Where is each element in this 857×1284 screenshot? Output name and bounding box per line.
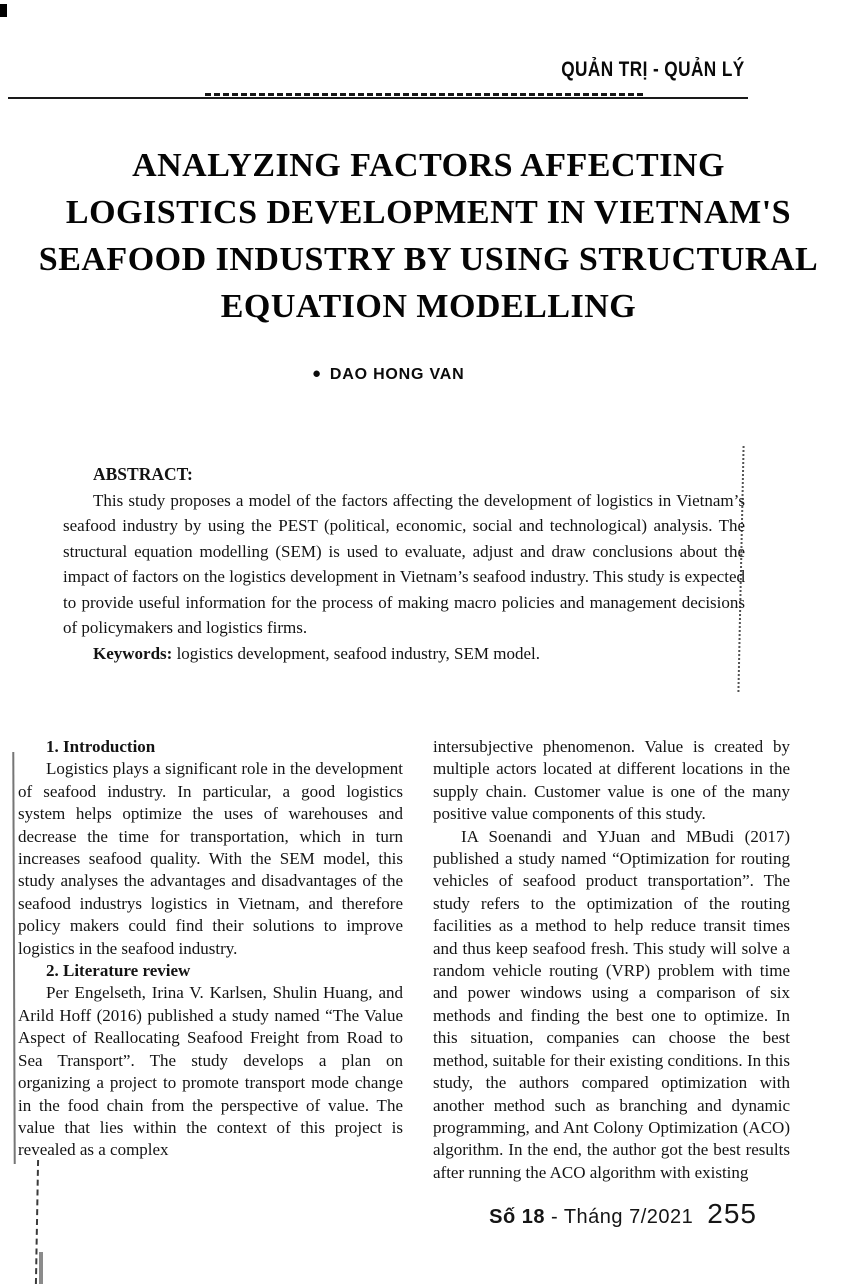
footer-issue-label: Số 18 [489,1206,545,1228]
title-line-1: ANALYZING FACTORS AFFECTING [132,147,725,184]
introduction-paragraph: Logistics plays a significant role in the development of seafood industry. In particular, a good logistics system helps optimize the uses of warehouses and decrease the time for transportation, which in turn increases seafood quality. With the SEM model, this study analyses the advantages and disadvantages of the seafood industrys logistics in Vietnam, and therefore policy makers could find their solutions to improve logistics in the seafood industry. [18,759,403,958]
author-name: DAO HONG VAN [329,366,465,383]
footer-date-label: - Tháng 7/2021 [550,1206,694,1228]
title-line-2: LOGISTICS DEVELOPMENT IN VIETNAM'S [65,194,792,231]
section-heading-literature-review: 2. Literature review [46,961,191,981]
scan-artifact-left-margin-line [12,752,15,1164]
body-columns [18,736,790,1184]
keywords-label: Keywords: [93,643,173,663]
header-rule [8,97,748,99]
page-footer [489,1198,757,1230]
abstract-section [63,462,745,666]
scan-artifact-gray-tick [39,1252,43,1284]
keywords-line [63,641,745,667]
author-line [312,366,465,384]
paper-title [30,142,827,330]
soenandi-study-paragraph: IA Soenandi and YJuan and MBudi (2017) published a study named “Optimization for routing vehicles of seafood product transportation”. The study refers to the optimization of the routing facilities as a method to help reduce transit times and thus keep seafood fresh. This study will solve a random vehicle routing (VRP) problem with time and power windows using a comparison of six methods and finding the best one to optimize. In this situation, companies can choose the best method, suitable for their existing conditions. In this study, the authors compared optimization with another method such as branching and dynamic programming, and Ant Colony Optimization (ACO) algorithm. In the end, the author got the best results after running the ACO algorithm with existing [433,826,790,1182]
right-column [433,736,790,1184]
literature-review-paragraph: Per Engelseth, Irina V. Karlsen, Shulin Huang, and Arild Hoff (2016) published a study named “The Value Aspect of Reallocating Seafood Freight from Road to Sea Transport”. The study develops a plan on organizing a project to promote transport mode change in the food chain from the perspective of value. The value that lies within the context of this project is revealed as a complex [18,983,403,1160]
continuation-paragraph: intersubjective phenomenon. Value is created by multiple actors located at different locations in the supply chain. Customer value is one of the many positive value components of this study. [433,737,790,824]
header-rule-dashed [205,93,643,96]
abstract-body: This study proposes a model of the factors affecting the development of logistics in Vietnam’s seafood industry by using the PEST (political, economic, social and technological) analysis. The structural equation modelling (SEM) is used to evaluate, adjust and draw conclusions about the impact of factors on the logistics development in Vietnam’s seafood industry. This study is expected to provide useful information for the process of making macro policies and management decisions of policymakers and logistics firms. [63,490,745,637]
abstract-heading: ABSTRACT: [93,464,193,484]
scan-artifact-top-left-mark [0,4,7,17]
footer-page-number: 255 [707,1198,757,1229]
header-section-label: QUẢN TRỊ - QUẢN LÝ [561,58,745,81]
title-line-3: SEAFOOD INDUSTRY BY USING STRUCTURAL [38,241,819,278]
left-column [18,736,403,1184]
section-heading-introduction: 1. Introduction [46,737,156,756]
keywords-text: logistics development, seafood industry, SEM model. [176,643,540,663]
title-line-4: EQUATION MODELLING [220,288,637,325]
author-bullet-icon: ● [312,365,322,382]
